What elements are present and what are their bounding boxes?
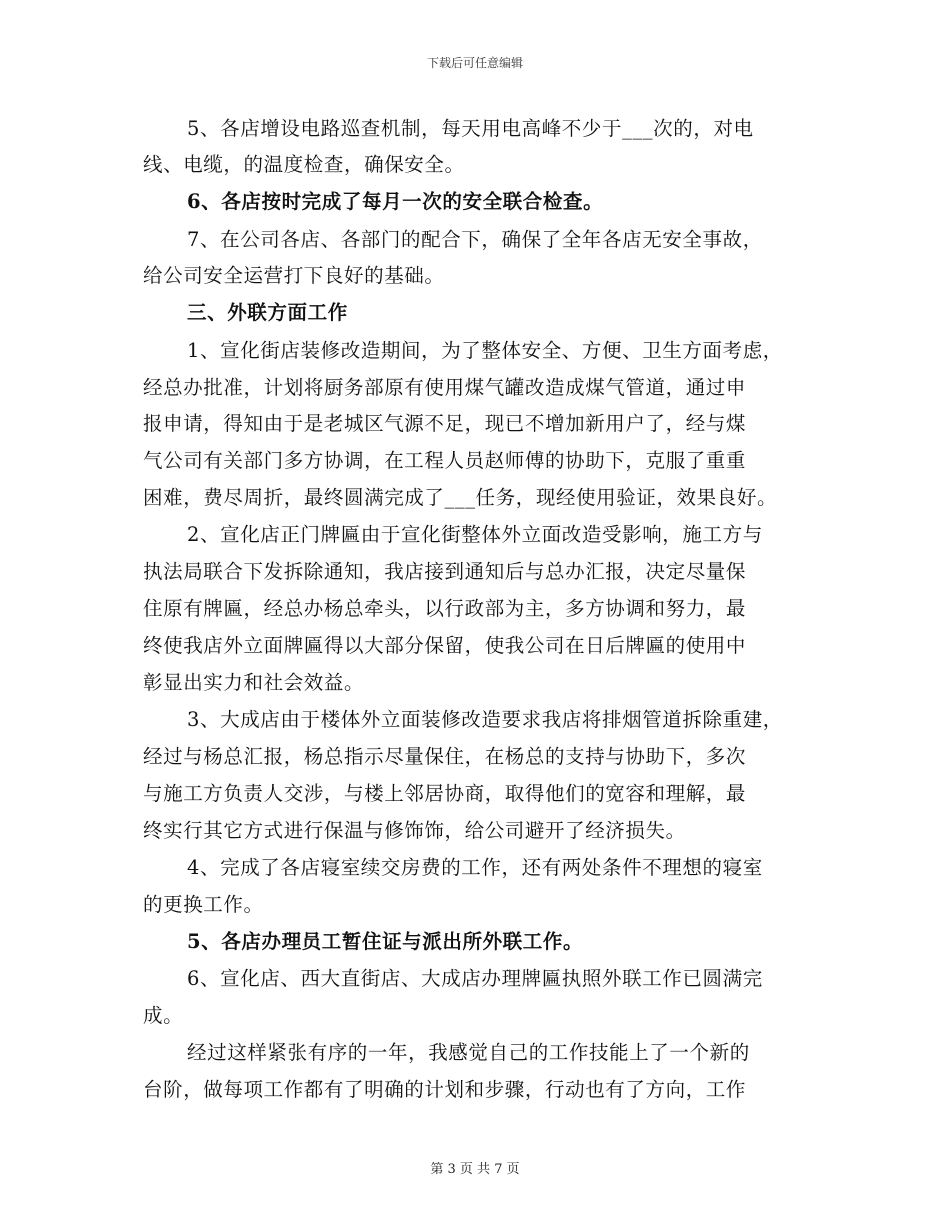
paragraph-line: 终实行其它方式进行保温与修饰饰，给公司避开了经济损失。 xyxy=(143,819,686,842)
paragraph-line: 住原有牌匾，经总办杨总牵头，以行政部为主，多方协调和努力，最 xyxy=(143,597,747,620)
paragraph-line: 彰显出实力和社会效益。 xyxy=(143,671,365,694)
paragraph-line: 与施工方负责人交涉，与楼上邻居协商，取得他们的宽容和理解，最 xyxy=(143,782,747,805)
paragraph-line: 终使我店外立面牌匾得以大部分保留，使我公司在日后牌匾的使用中 xyxy=(143,634,747,657)
paragraph-line: 5、各店增设电路巡查机制，每天用电高峰不少于___次的，对电 xyxy=(187,117,754,140)
paragraph-line: 2、宣化店正门牌匾由于宣化街整体外立面改造受影响，施工方与 xyxy=(187,523,763,546)
paragraph-line: 执法局联合下发拆除通知，我店接到通知后与总办汇报，决定尽量保 xyxy=(143,560,747,583)
paragraph-line: 的更换工作。 xyxy=(143,893,264,916)
paragraph-line: 台阶，做每项工作都有了明确的计划和步骤，行动也有了方向，工作 xyxy=(143,1078,747,1101)
paragraph-line: 困难，费尽周折，最终圆满完成了___任务，现经使用验证，效果良好。 xyxy=(143,486,778,509)
paragraph-line: 6、宣化店、西大直街店、大成店办理牌匾执照外联工作已圆满完 xyxy=(187,967,763,990)
paragraph-line: 气公司有关部门多方协调，在工程人员赵师傅的协助下，克服了重重 xyxy=(143,449,747,472)
page-number: 第 3 页 共 7 页 xyxy=(430,1162,520,1177)
section-heading: 三、外联方面工作 xyxy=(187,301,348,324)
paragraph-line-bold: 6、各店按时完成了每月一次的安全联合检查。 xyxy=(187,190,604,213)
paragraph-line: 线、电缆，的温度检查，确保安全。 xyxy=(143,153,465,176)
paragraph-line: 给公司安全运营打下良好的基础。 xyxy=(143,264,445,287)
page-header: 下载后可任意编辑 xyxy=(426,56,523,70)
paragraph-line: 经过与杨总汇报，杨总指示尽量保住，在杨总的支持与协助下，多次 xyxy=(143,745,747,768)
paragraph-line: 4、完成了各店寝室续交房费的工作，还有两处条件不理想的寝室 xyxy=(187,856,763,879)
paragraph-line: 经总办批准，计划将厨务部原有使用煤气罐改造成煤气管道，通过申 xyxy=(143,376,747,399)
paragraph-line: 7、在公司各店、各部门的配合下，确保了全年各店无安全事故， xyxy=(187,228,763,251)
paragraph-line: 报申请，得知由于是老城区气源不足，现已不增加新用户了，经与煤 xyxy=(143,412,747,435)
paragraph-line: 3、大成店由于楼体外立面装修改造要求我店将排烟管道拆除重建， xyxy=(187,708,783,731)
paragraph-line: 1、宣化街店装修改造期间，为了整体安全、方便、卫生方面考虑， xyxy=(187,339,783,362)
paragraph-line: 经过这样紧张有序的一年，我感觉自己的工作技能上了一个新的 xyxy=(187,1041,750,1064)
paragraph-line: 成。 xyxy=(143,1004,184,1027)
paragraph-line-bold: 5、各店办理员工暂住证与派出所外联工作。 xyxy=(187,930,584,953)
